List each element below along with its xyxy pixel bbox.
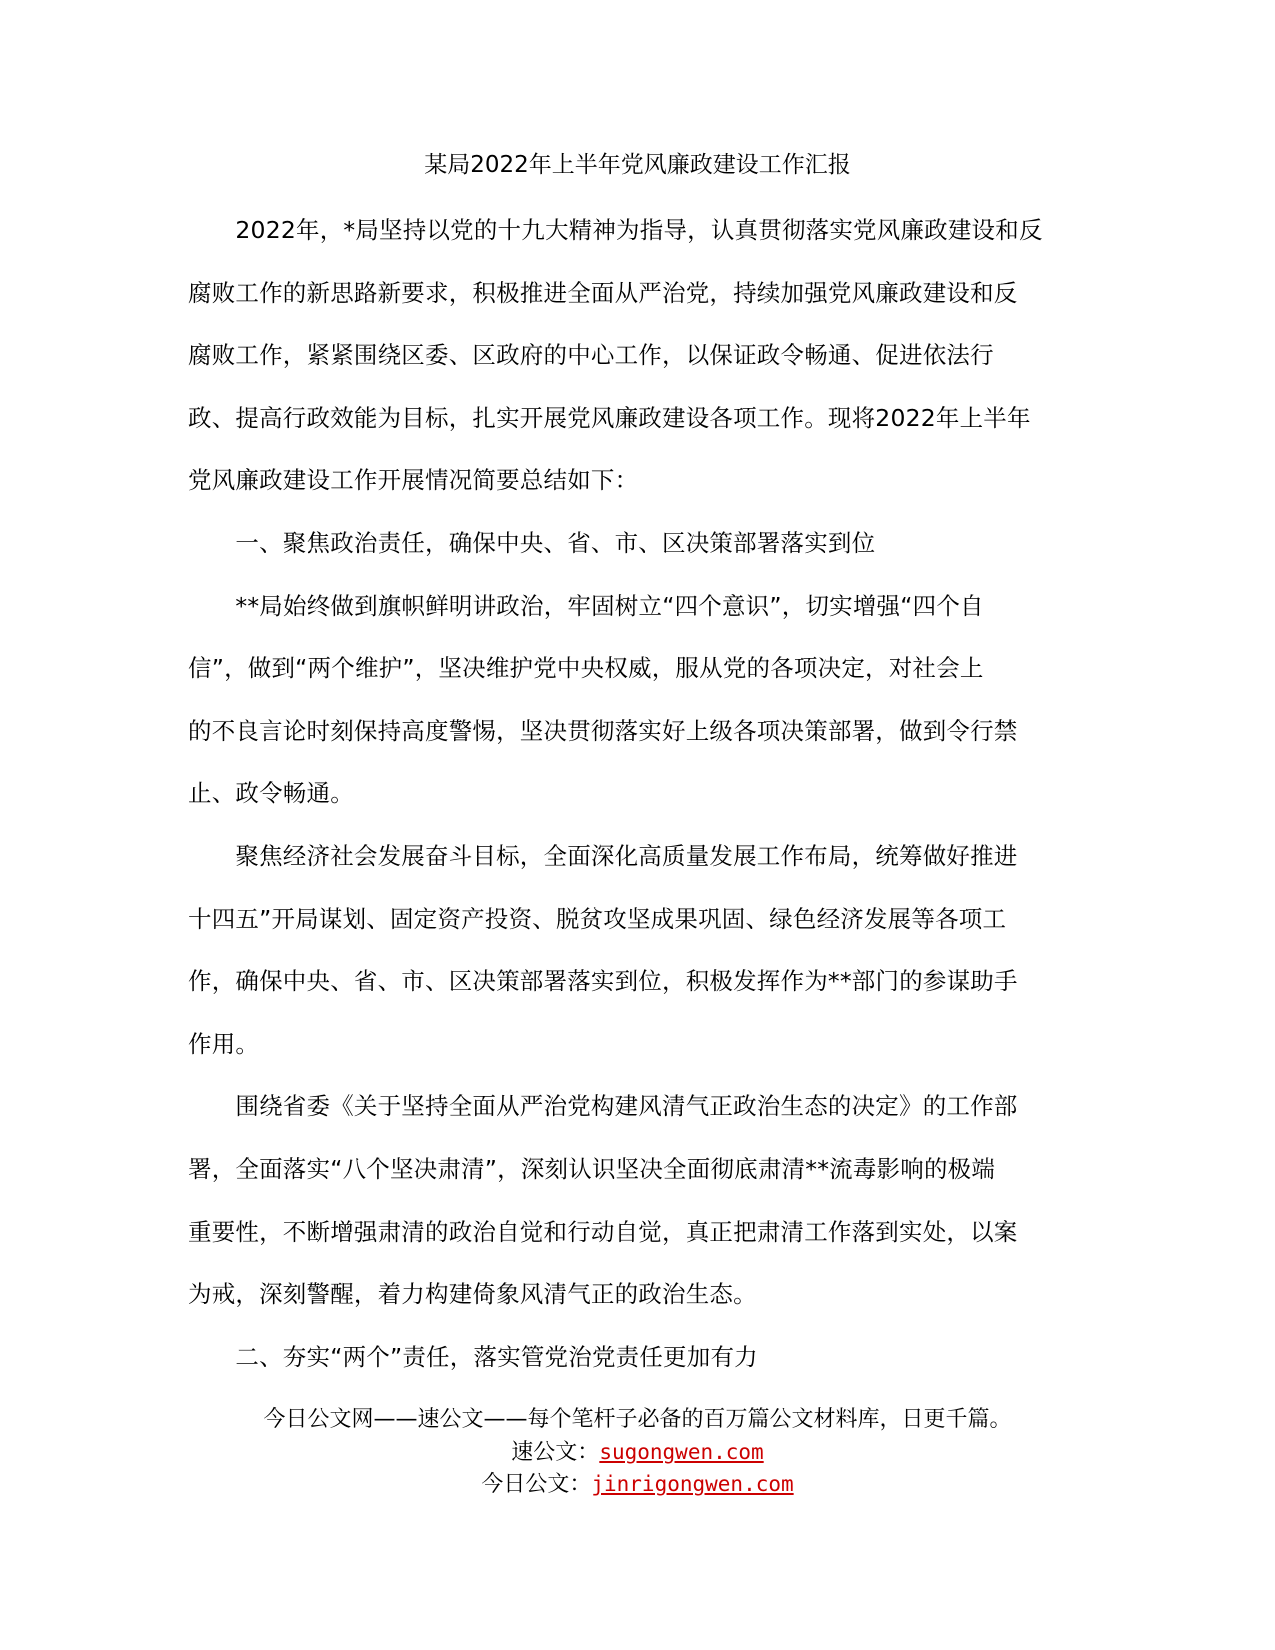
body-line: 作，确保中央、省、市、区决策部署落实到位，积极发挥作为**部门的参谋助手 (188, 967, 1018, 996)
body-line: 腐败工作的新思路新要求，积极推进全面从严治党，持续加强党风廉政建设和反 (188, 278, 1018, 307)
body-line: 信”，做到“两个维护”，坚决维护党中央权威，服从党的各项决定，对社会上 (188, 654, 984, 683)
body-line: **局始终做到旗帜鲜明讲政治，牢固树立“四个意识”，切实增强“四个自 (188, 591, 984, 620)
jinrigongwen-link[interactable]: jinrigongwen.com (591, 1472, 794, 1496)
body-line: 为戒，深刻警醒，着力构建倚象风清气正的政治生态。 (188, 1280, 757, 1309)
body-line: 止、政令畅通。 (188, 779, 354, 808)
sugongwen-link[interactable]: sugongwen.com (599, 1440, 764, 1464)
body-line: 十四五”开局谋划、固定资产投资、脱贫攻坚成果巩固、绿色经济发展等各项工 (188, 904, 1007, 933)
section-heading-2: 二、夯实“两个”责任，落实管党治党责任更加有力 (188, 1342, 758, 1371)
footer-site-1 (0, 1437, 1275, 1468)
footer-slogan: 今日公文网——速公文——每个笔杆子必备的百万篇公文材料库，日更千篇。 (263, 1407, 1012, 1432)
body-line: 2022年，*局坚持以党的十九大精神为指导，认真贯彻落实党风廉政建设和反 (188, 216, 1043, 244)
body-line: 政、提高行政效能为目标，扎实开展党风廉政建设各项工作。现将2022年上半年 (188, 403, 1031, 432)
body-line: 的不良言论时刻保持高度警惕，坚决贯彻落实好上级各项决策部署，做到令行禁 (188, 716, 1018, 745)
document-title: 某局2022年上半年党风廉政建设工作汇报 (424, 152, 851, 178)
footer-site-2-label: 今日公文： (481, 1472, 592, 1497)
body-line: 署，全面落实“八个坚决肃清”，深刻认识坚决全面彻底肃清**流毒影响的极端 (188, 1155, 996, 1183)
body-line: 聚焦经济社会发展奋斗目标，全面深化高质量发展工作布局，统筹做好推进 (188, 842, 1018, 870)
section-heading-1: 一、聚焦政治责任，确保中央、省、市、区决策部署落实到位 (188, 529, 876, 557)
body-line: 党风廉政建设工作开展情况简要总结如下： (188, 466, 639, 495)
footer-site-2 (0, 1469, 1275, 1500)
body-line: 围绕省委《关于坚持全面从严治党构建风清气正政治生态的决定》的工作部 (188, 1092, 1018, 1121)
body-line: 腐败工作，紧紧围绕区委、区政府的中心工作，以保证政令畅通、促进依法行 (188, 341, 994, 370)
body-line: 作用。 (188, 1029, 260, 1058)
body-line: 重要性，不断增强肃清的政治自觉和行动自觉，真正把肃清工作落到实处，以案 (188, 1217, 1018, 1246)
footer-site-1-label: 速公文： (511, 1440, 600, 1465)
